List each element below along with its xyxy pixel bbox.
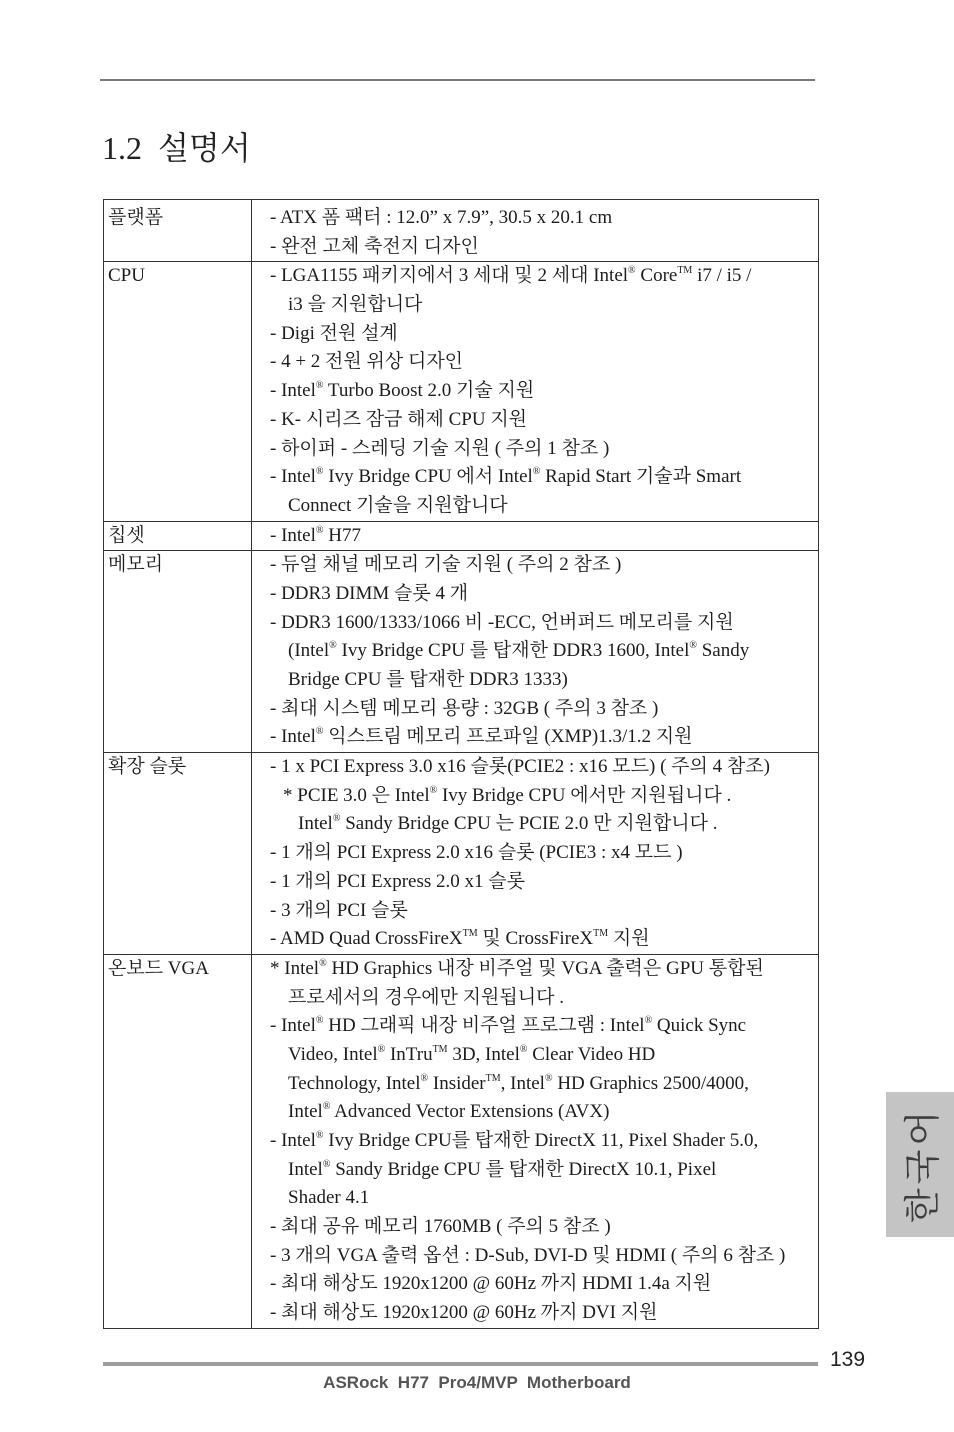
spec-line <box>270 492 818 521</box>
spec-item <box>270 435 818 464</box>
spec-text: Ivy Bridge CPU 에서 Intel <box>323 466 533 488</box>
spec-text: - Intel <box>270 380 316 402</box>
spec-text: HD Graphics 2500/4000, <box>552 1072 749 1094</box>
spec-item <box>270 233 818 262</box>
spec-line <box>270 1098 818 1127</box>
spec-line <box>270 1127 818 1156</box>
spec-table <box>103 199 819 1329</box>
spec-text: - 4 + 2 전원 위상 디자인 <box>270 351 464 373</box>
spec-label: CPU <box>104 262 252 521</box>
spec-text: - 완전 고체 축전지 디자인 <box>270 235 479 257</box>
spec-line <box>270 753 818 782</box>
spec-text: Connect 기술을 지원합니다 <box>288 494 508 516</box>
spec-text: Insider <box>428 1072 486 1094</box>
spec-text: - 3 개의 VGA 출력 옵션 : D-Sub, DVI-D 및 HDMI ( 주의 6 참조 ) <box>270 1244 786 1266</box>
spec-text: - 최대 시스템 메모리 용량 : 32GB ( 주의 3 참조 ) <box>270 697 659 719</box>
spec-text: - Intel <box>270 1130 316 1152</box>
registered-mark: ® <box>322 1101 331 1113</box>
top-rule <box>100 79 815 81</box>
spec-line <box>270 1213 818 1242</box>
spec-line <box>270 463 818 492</box>
footer-title: ASRock H77 Pro4/MVP Motherboard <box>323 1373 631 1392</box>
language-tab-label: 한국어 <box>901 1106 943 1223</box>
registered-mark: ® <box>532 466 541 478</box>
registered-mark: ® <box>315 1015 324 1027</box>
spec-text: - ATX 폼 팩터 : 12.0” x 7.9”, 30.5 x 20.1 cm <box>270 207 613 228</box>
spec-text: - 하이퍼 - 스레딩 기술 지원 ( 주의 1 참조 ) <box>270 437 610 459</box>
spec-item <box>270 463 818 520</box>
spec-text: - Intel <box>270 466 316 488</box>
spec-text: Sandy <box>696 640 750 662</box>
page-number: 139 <box>830 1348 866 1371</box>
spec-text: - DDR3 DIMM 슬롯 4 개 <box>270 582 469 604</box>
registered-mark: ® <box>315 466 324 478</box>
spec-item <box>270 406 818 435</box>
spec-label: 칩셋 <box>104 521 252 551</box>
trademark-mark: TM <box>485 1072 501 1084</box>
spec-table-body <box>104 200 819 1329</box>
spec-item <box>270 753 818 839</box>
spec-line <box>270 666 818 695</box>
spec-line <box>270 320 818 349</box>
spec-row <box>104 753 819 955</box>
spec-line <box>270 204 818 233</box>
spec-text: Core <box>635 265 678 287</box>
spec-text: Sandy Bridge CPU 를 탑재한 DirectX 10.1, Pixel <box>330 1158 717 1180</box>
spec-line <box>270 233 818 262</box>
spec-value <box>252 200 819 262</box>
spec-text: Shader 4.1 <box>288 1187 370 1209</box>
spec-line <box>270 1242 818 1271</box>
spec-text: HD Graphics 내장 비주얼 및 VGA 출력은 GPU 통합된 <box>326 957 764 979</box>
spec-text: 지원 <box>608 928 650 950</box>
spec-line <box>283 782 818 811</box>
spec-line <box>270 637 818 666</box>
spec-text: Video, Intel <box>288 1043 378 1065</box>
spec-line <box>283 810 818 839</box>
registered-mark: ® <box>689 640 697 652</box>
spec-item <box>270 204 818 233</box>
trademark-mark: TM <box>677 265 693 277</box>
spec-line <box>270 1070 818 1099</box>
spec-text: i7 / i5 / <box>692 265 752 287</box>
spec-item <box>270 839 818 868</box>
spec-item <box>270 1299 818 1328</box>
spec-item <box>270 1012 818 1127</box>
registered-mark: ® <box>329 640 337 652</box>
spec-item <box>270 1270 818 1299</box>
spec-item <box>270 522 818 551</box>
spec-item <box>270 580 818 609</box>
trademark-mark: TM <box>432 1043 448 1055</box>
spec-text: 익스트림 메모리 프로파일 (XMP)1.3/1.2 지원 <box>323 726 693 748</box>
spec-value <box>252 521 819 551</box>
spec-text: - 최대 공유 메모리 1760MB ( 주의 5 참조 ) <box>270 1216 611 1238</box>
spec-text: Rapid Start 기술과 Smart <box>540 466 742 488</box>
spec-text: - Intel <box>270 1015 316 1037</box>
spec-text: - AMD Quad CrossFireX <box>270 928 463 950</box>
spec-value <box>252 954 819 1328</box>
spec-text: Intel <box>288 1101 323 1123</box>
spec-text: - K- 시리즈 잠금 해제 CPU 지원 <box>270 408 528 430</box>
spec-item <box>270 868 818 897</box>
trademark-mark: TM <box>593 928 609 940</box>
spec-text: , Intel <box>500 1072 545 1094</box>
spec-row <box>104 262 819 521</box>
spec-text: Bridge CPU 를 탑재한 DDR3 1333) <box>288 669 568 691</box>
spec-line <box>270 925 818 954</box>
spec-line <box>270 955 818 984</box>
spec-text: * Intel <box>270 957 320 979</box>
registered-mark: ® <box>315 524 324 536</box>
spec-note <box>270 782 818 839</box>
spec-line <box>270 1184 818 1213</box>
spec-line <box>270 522 818 551</box>
registered-mark: ® <box>628 265 636 277</box>
spec-text: Sandy Bridge CPU 는 PCIE 2.0 만 지원합니다 . <box>340 813 718 835</box>
spec-line <box>270 377 818 406</box>
spec-text: - Intel <box>270 726 316 748</box>
spec-line <box>270 262 818 291</box>
registered-mark: ® <box>315 1130 324 1142</box>
spec-text: Ivy Bridge CPU 에서만 지원됩니다 . <box>437 784 732 806</box>
registered-mark: ® <box>377 1043 386 1055</box>
spec-text: - 최대 해상도 1920x1200 @ 60Hz 까지 HDMI 1.4a 지원 <box>270 1273 712 1295</box>
spec-text: * PCIE 3.0 은 Intel <box>283 784 430 806</box>
registered-mark: ® <box>544 1072 553 1084</box>
spec-line <box>270 1012 818 1041</box>
spec-item <box>270 262 818 319</box>
spec-text: - DDR3 1600/1333/1066 비 -ECC, 언버퍼드 메모리를 지원 <box>270 611 734 633</box>
spec-text: - 최대 해상도 1920x1200 @ 60Hz 까지 DVI 지원 <box>270 1302 658 1324</box>
registered-mark: ® <box>332 813 341 825</box>
spec-text: Ivy Bridge CPU 를 탑재한 DDR3 1600, Intel <box>336 640 690 662</box>
spec-item <box>270 609 818 695</box>
spec-line <box>270 609 818 638</box>
spec-text: - 듀얼 채널 메모리 기술 지원 ( 주의 2 참조 ) <box>270 554 622 576</box>
spec-line <box>270 1299 818 1328</box>
spec-item <box>270 1242 818 1271</box>
spec-text: Technology, Intel <box>288 1072 421 1094</box>
spec-line <box>270 406 818 435</box>
spec-text: HD 그래픽 내장 비주얼 프로그램 : Intel <box>323 1015 645 1037</box>
spec-line <box>270 984 818 1013</box>
spec-row <box>104 521 819 551</box>
spec-text: Intel <box>288 1158 323 1180</box>
spec-line <box>270 291 818 320</box>
spec-text: 프로세서의 경우에만 지원됩니다 . <box>288 986 564 1008</box>
spec-item <box>270 551 818 580</box>
spec-text: InTru <box>385 1043 433 1065</box>
registered-mark: ® <box>315 380 324 392</box>
spec-text: - 1 개의 PCI Express 2.0 x1 슬롯 <box>270 870 525 892</box>
spec-text: - Digi 전원 설계 <box>270 322 398 344</box>
spec-line <box>270 723 818 752</box>
spec-text: Quick Sync <box>652 1015 747 1037</box>
spec-text: 3D, Intel <box>447 1043 520 1065</box>
spec-text: Advanced Vector Extensions (AVX) <box>330 1101 610 1123</box>
spec-item <box>270 320 818 349</box>
spec-item <box>270 1213 818 1242</box>
spec-text: i3 을 지원합니다 <box>288 294 423 316</box>
footer-rule <box>103 1362 818 1366</box>
spec-value <box>252 262 819 521</box>
spec-line <box>270 435 818 464</box>
spec-line <box>270 348 818 377</box>
spec-label: 플랫폼 <box>104 200 252 262</box>
spec-value <box>252 551 819 753</box>
spec-item <box>270 1127 818 1213</box>
trademark-mark: TM <box>462 928 478 940</box>
spec-line <box>270 897 818 926</box>
spec-line <box>270 1270 818 1299</box>
spec-label: 온보드 VGA <box>104 954 252 1328</box>
spec-line <box>270 868 818 897</box>
spec-label: 확장 슬롯 <box>104 753 252 955</box>
spec-text: H77 <box>323 524 361 546</box>
spec-text: Turbo Boost 2.0 기술 지원 <box>323 380 535 402</box>
spec-line <box>270 695 818 724</box>
spec-text: - 1 개의 PCI Express 2.0 x16 슬롯 (PCIE3 : x4 모드 ) <box>270 842 683 864</box>
registered-mark: ® <box>319 957 327 969</box>
spec-text: - 3 개의 PCI 슬롯 <box>270 899 408 921</box>
registered-mark: ® <box>429 784 438 796</box>
spec-text: 및 CrossFireX <box>477 928 594 950</box>
spec-item <box>270 925 818 954</box>
spec-line <box>270 1156 818 1185</box>
spec-value <box>252 753 819 955</box>
spec-row <box>104 200 819 262</box>
spec-item <box>270 897 818 926</box>
spec-text: Intel <box>298 813 333 835</box>
registered-mark: ® <box>644 1015 653 1027</box>
spec-item <box>270 348 818 377</box>
spec-item <box>270 955 818 1012</box>
spec-row <box>104 551 819 753</box>
spec-text: - 1 x PCI Express 3.0 x16 슬롯(PCIE2 : x16 모드) ( 주의 4 참조) <box>270 756 770 778</box>
spec-text: - LGA1155 패키지에서 3 세대 및 2 세대 Intel <box>270 265 629 287</box>
registered-mark: ® <box>322 1158 331 1170</box>
spec-text: (Intel <box>288 640 330 662</box>
page-title: 1.2 설명서 <box>102 130 251 166</box>
registered-mark: ® <box>315 726 324 738</box>
spec-row <box>104 954 819 1328</box>
spec-text: - Intel <box>270 524 316 546</box>
spec-line <box>270 839 818 868</box>
spec-item <box>270 695 818 724</box>
registered-mark: ® <box>420 1072 429 1084</box>
spec-item <box>270 377 818 406</box>
spec-item <box>270 723 818 752</box>
spec-text: Clear Video HD <box>527 1043 656 1065</box>
spec-line <box>270 580 818 609</box>
spec-line <box>270 1041 818 1070</box>
registered-mark: ® <box>519 1043 528 1055</box>
spec-text: Ivy Bridge CPU를 탑재한 DirectX 11, Pixel Shader 5.0, <box>323 1130 759 1152</box>
spec-label: 메모리 <box>104 551 252 753</box>
language-tab <box>886 1092 954 1237</box>
spec-line <box>270 551 818 580</box>
